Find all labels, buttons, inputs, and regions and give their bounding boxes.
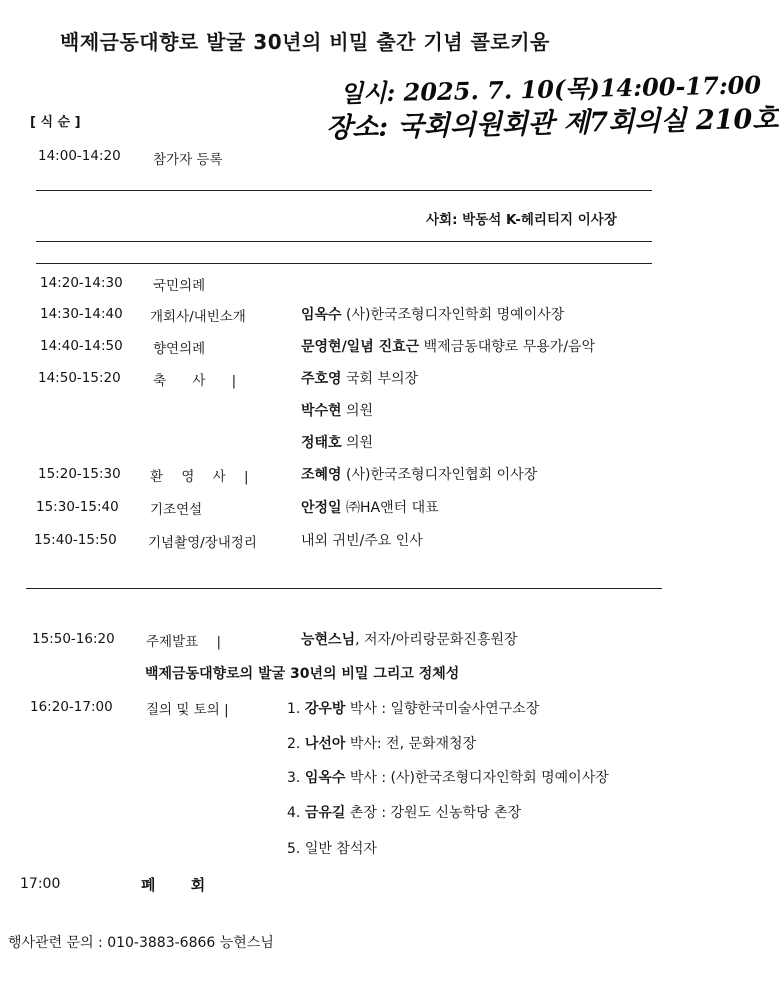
speaker-name: 문영현/일념 진효근 xyxy=(301,339,420,355)
panelist-name: 강우방 xyxy=(304,701,346,717)
row-detail xyxy=(301,497,439,517)
registration-time: 14:00-14:20 xyxy=(38,148,121,164)
row-item: 환 영 사 | xyxy=(150,469,249,485)
handwritten-date: 일시: 2025. 7. 10(목)14:00-17:00 xyxy=(339,70,762,108)
speaker-name: 정태호 xyxy=(301,435,342,451)
keynote-subtitle: 백제금동대향로의 발굴 30년의 비밀 그리고 정체성 xyxy=(145,666,460,682)
panelist-role: 박사: 전, 문화재청장 xyxy=(345,736,477,752)
speaker-name: 박수현 xyxy=(301,403,342,419)
row-detail xyxy=(301,336,595,356)
row-time: 14:30-14:40 xyxy=(40,306,123,322)
speaker-name: 안정일 xyxy=(301,500,342,516)
speaker-role: , 저자/아리랑문화진흥원장 xyxy=(355,632,518,648)
panel-number: 2. xyxy=(287,736,301,752)
panelist-name: 금유길 xyxy=(304,805,346,821)
row-time: 14:40-14:50 xyxy=(40,338,123,354)
divider xyxy=(36,263,652,264)
row-detail xyxy=(301,432,373,452)
divider xyxy=(36,190,652,191)
order-label: [ 식 순 ] xyxy=(30,115,81,130)
speaker-role: 의원 xyxy=(341,403,374,419)
speaker-name: 능현스님 xyxy=(301,632,356,648)
panelist-name: 임옥수 xyxy=(304,770,346,786)
row-item: 축 사 | xyxy=(153,373,237,389)
panel-item xyxy=(287,767,609,787)
row-time: 15:20-15:30 xyxy=(38,466,121,482)
closing-label: 폐 회 xyxy=(141,876,207,894)
row-item: 개회사/내빈소개 xyxy=(150,309,246,325)
panel-item xyxy=(287,802,521,822)
panelist-role: 박사 : (사)한국조형디자인학회 명예이사장 xyxy=(345,770,609,786)
row-item: 향연의례 xyxy=(153,341,206,357)
row-detail xyxy=(301,400,373,420)
panel-number: 1. xyxy=(287,701,301,717)
row-time: 15:30-15:40 xyxy=(36,499,119,515)
discussion-item: 질의 및 토의 | xyxy=(146,702,229,718)
panelist-role: 박사 : 일향한국미술사연구소장 xyxy=(345,701,540,717)
panel-item xyxy=(287,733,476,753)
panel-item xyxy=(287,838,377,858)
speaker-role: ㈜HA앤터 대표 xyxy=(341,500,439,516)
panel-item xyxy=(287,698,539,718)
contact-line: 행사관련 문의 : 010-3883-6866 능현스님 xyxy=(8,935,274,951)
row-item: 국민의례 xyxy=(153,278,206,294)
speaker-role: 국회 부의장 xyxy=(341,371,419,387)
speaker-role: 백제금동대향로 무용가/음악 xyxy=(419,339,596,355)
handwritten-venue: 장소: 국회의원회관 제7회의실 210호 xyxy=(325,103,779,144)
panel-number: 5. xyxy=(287,841,301,857)
speaker-role: 의원 xyxy=(341,435,374,451)
speaker-name: 주호영 xyxy=(301,371,342,387)
row-detail xyxy=(301,530,423,550)
panel-number: 4. xyxy=(287,805,301,821)
closing-time: 17:00 xyxy=(20,876,61,892)
row-detail xyxy=(301,629,518,649)
row-time: 14:20-14:30 xyxy=(40,275,123,291)
panelist-name: 나선아 xyxy=(304,736,346,752)
divider xyxy=(26,588,662,589)
row-item: 주제발표 | xyxy=(146,634,222,650)
row-detail xyxy=(301,368,418,388)
divider xyxy=(36,241,652,242)
speaker-role: (사)한국조형디자인협회 이사장 xyxy=(341,467,538,483)
panelist-role: 일반 참석자 xyxy=(304,841,377,857)
panel-number: 3. xyxy=(287,770,301,786)
row-item: 기조연설 xyxy=(150,502,203,518)
panelist-role: 촌장 : 강원도 신농학당 촌장 xyxy=(345,805,522,821)
emcee-line: 사회: 박동석 K-헤리티지 이사장 xyxy=(426,212,617,228)
row-item: 기념촬영/장내정리 xyxy=(148,535,257,551)
row-detail xyxy=(301,464,537,484)
speaker-name: 임옥수 xyxy=(301,307,342,323)
discussion-time: 16:20-17:00 xyxy=(30,699,113,715)
speaker-role: 내외 귀빈/주요 인사 xyxy=(301,533,423,549)
row-time: 14:50-15:20 xyxy=(38,370,121,386)
speaker-role: (사)한국조형디자인학회 명예이사장 xyxy=(341,307,565,323)
registration-item: 참가자 등록 xyxy=(153,152,223,168)
row-time: 15:40-15:50 xyxy=(34,532,117,548)
row-detail xyxy=(301,304,564,324)
row-time: 15:50-16:20 xyxy=(32,631,115,647)
event-title: 백제금동대향로 발굴 30년의 비밀 출간 기념 콜로키움 xyxy=(60,30,550,54)
speaker-name: 조혜영 xyxy=(301,467,342,483)
